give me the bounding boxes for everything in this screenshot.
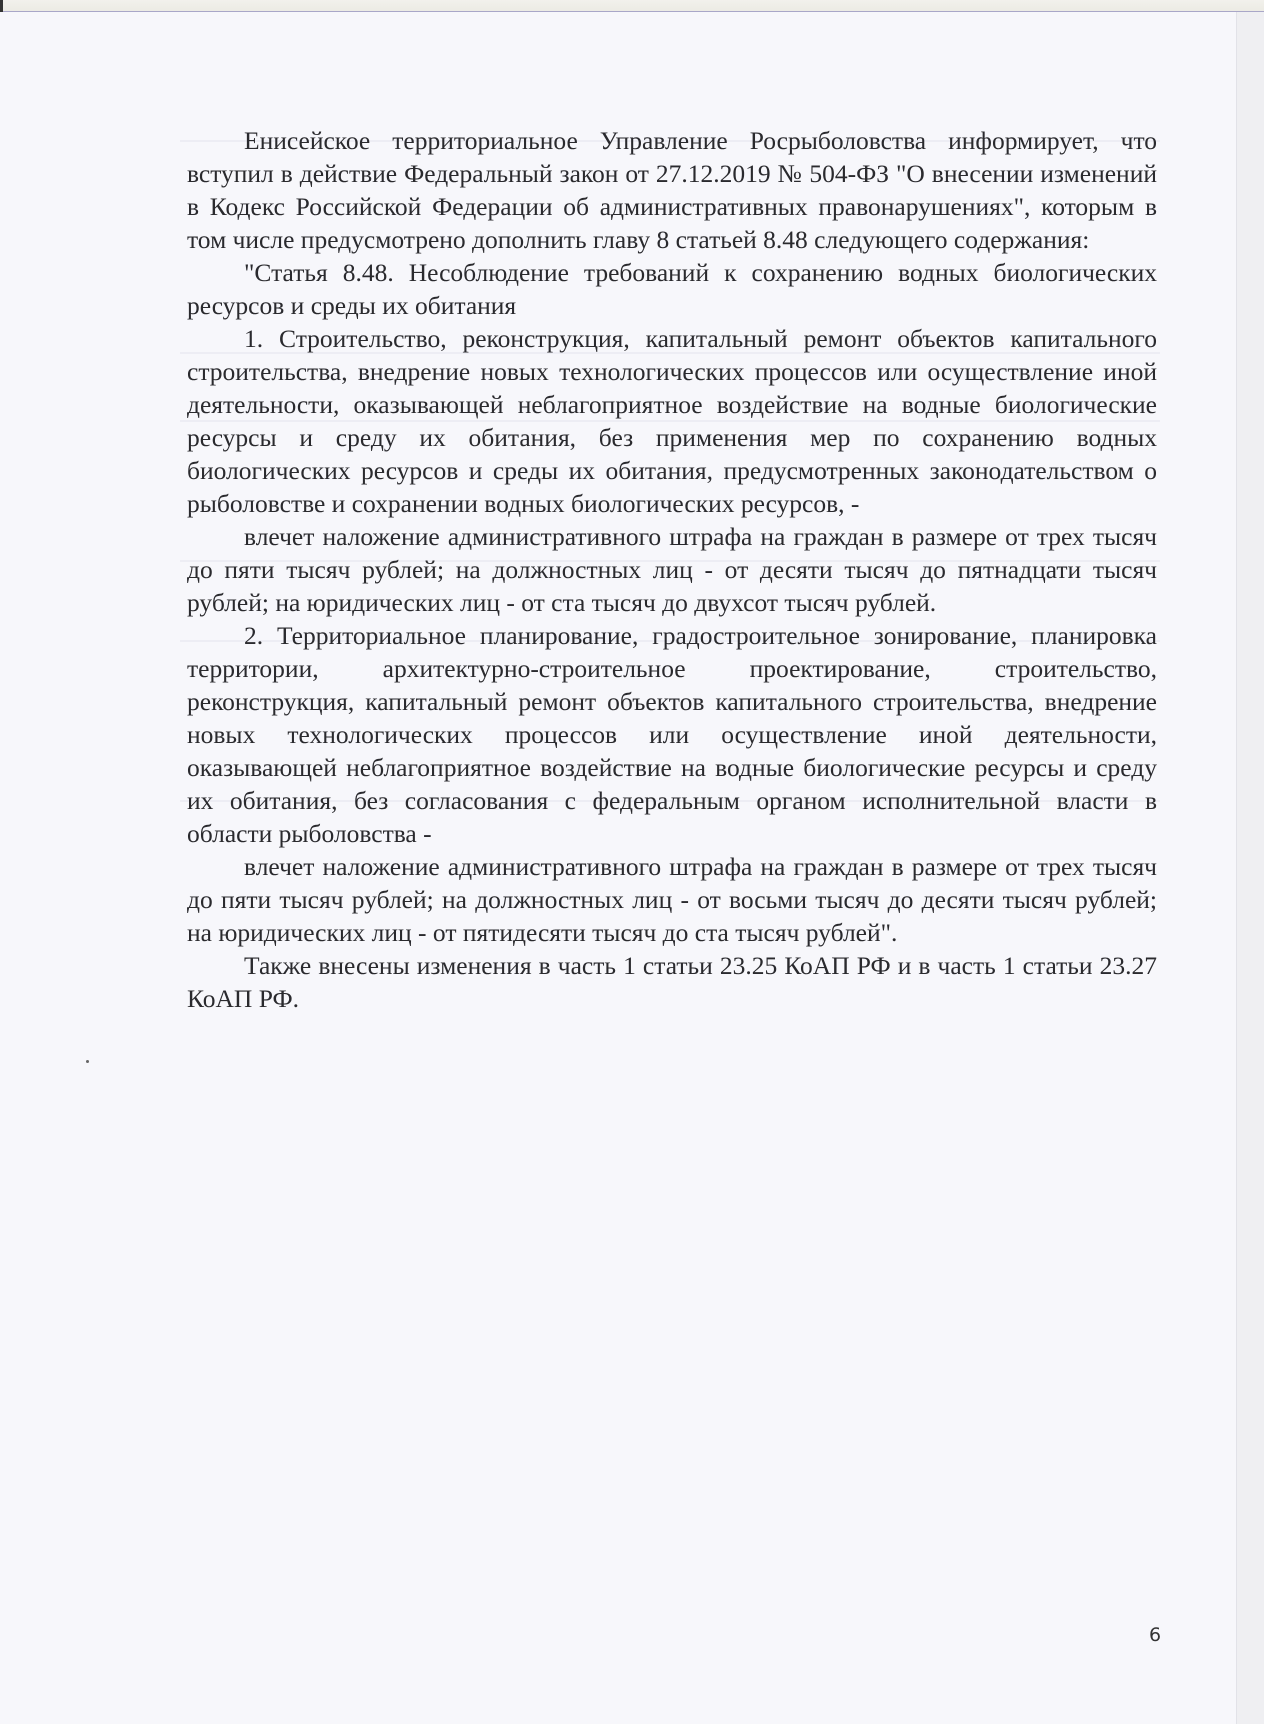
document-body: [187, 124, 1157, 1015]
article-part-1: 1. Строительство, реконструкция, капитальный ремонт объектов капитального строительства, внедрение новых технологических процессов или осуществление иной деятельности, оказывающей неблагоприятное воздействие на водные биологические ресурсы и среду их обитания, без применения мер по сохранению водных биологических ресурсов и среды их обитания, предусмотренных законодательством о рыболовстве и сохранении водных биологических ресурсов, -: [187, 324, 1157, 518]
intro-paragraph: Енисейское территориальное Управление Росрыболовства информирует, что вступил в действие Федеральный закон от 27.12.2019 № 504-ФЗ "О внесении изменений в Кодекс Российской Федерации об административных правонарушениях", которым в том числе предусмотрено дополнить главу 8 статьей 8.48 следующего содержания:: [187, 126, 1157, 254]
page-number: 6: [1149, 1624, 1162, 1646]
scan-speck: [86, 1060, 89, 1063]
scan-side-margin: [1237, 12, 1264, 1724]
closing-paragraph: Также внесены изменения в часть 1 статьи 23.25 КоАП РФ и в часть 1 статьи 23.27 КоАП РФ.: [187, 951, 1157, 1013]
article-part-2-penalty: влечет наложение административного штрафа на граждан в размере от трех тысяч до пяти тысяч рублей; на должностных лиц - от восьми тысяч до десяти тысяч рублей; на юридических лиц - от пятидесяти тысяч до ста тысяч рублей".: [187, 852, 1157, 947]
scan-top-edge: [0, 0, 1264, 12]
article-title: "Статья 8.48. Несоблюдение требований к сохранению водных биологических ресурсов и среды их обитания: [187, 258, 1157, 320]
article-part-1-penalty: влечет наложение административного штрафа на граждан в размере от трех тысяч до пяти тысяч рублей; на должностных лиц - от десяти тысяч до пятнадцати тысяч рублей; на юридических лиц - от ста тысяч до двухсот тысяч рублей.: [187, 522, 1157, 617]
article-part-2: 2. Территориальное планирование, градостроительное зонирование, планировка территории, архитектурно-строительное проектирование, строительство, реконструкция, капитальный ремонт объектов капитального строительства, внедрение новых технологических процессов или осуществление иной деятельности, оказывающей неблагоприятное воздействие на водные биологические ресурсы и среду их обитания, без согласования с федеральным органом исполнительной власти в области рыболовства -: [187, 621, 1157, 848]
